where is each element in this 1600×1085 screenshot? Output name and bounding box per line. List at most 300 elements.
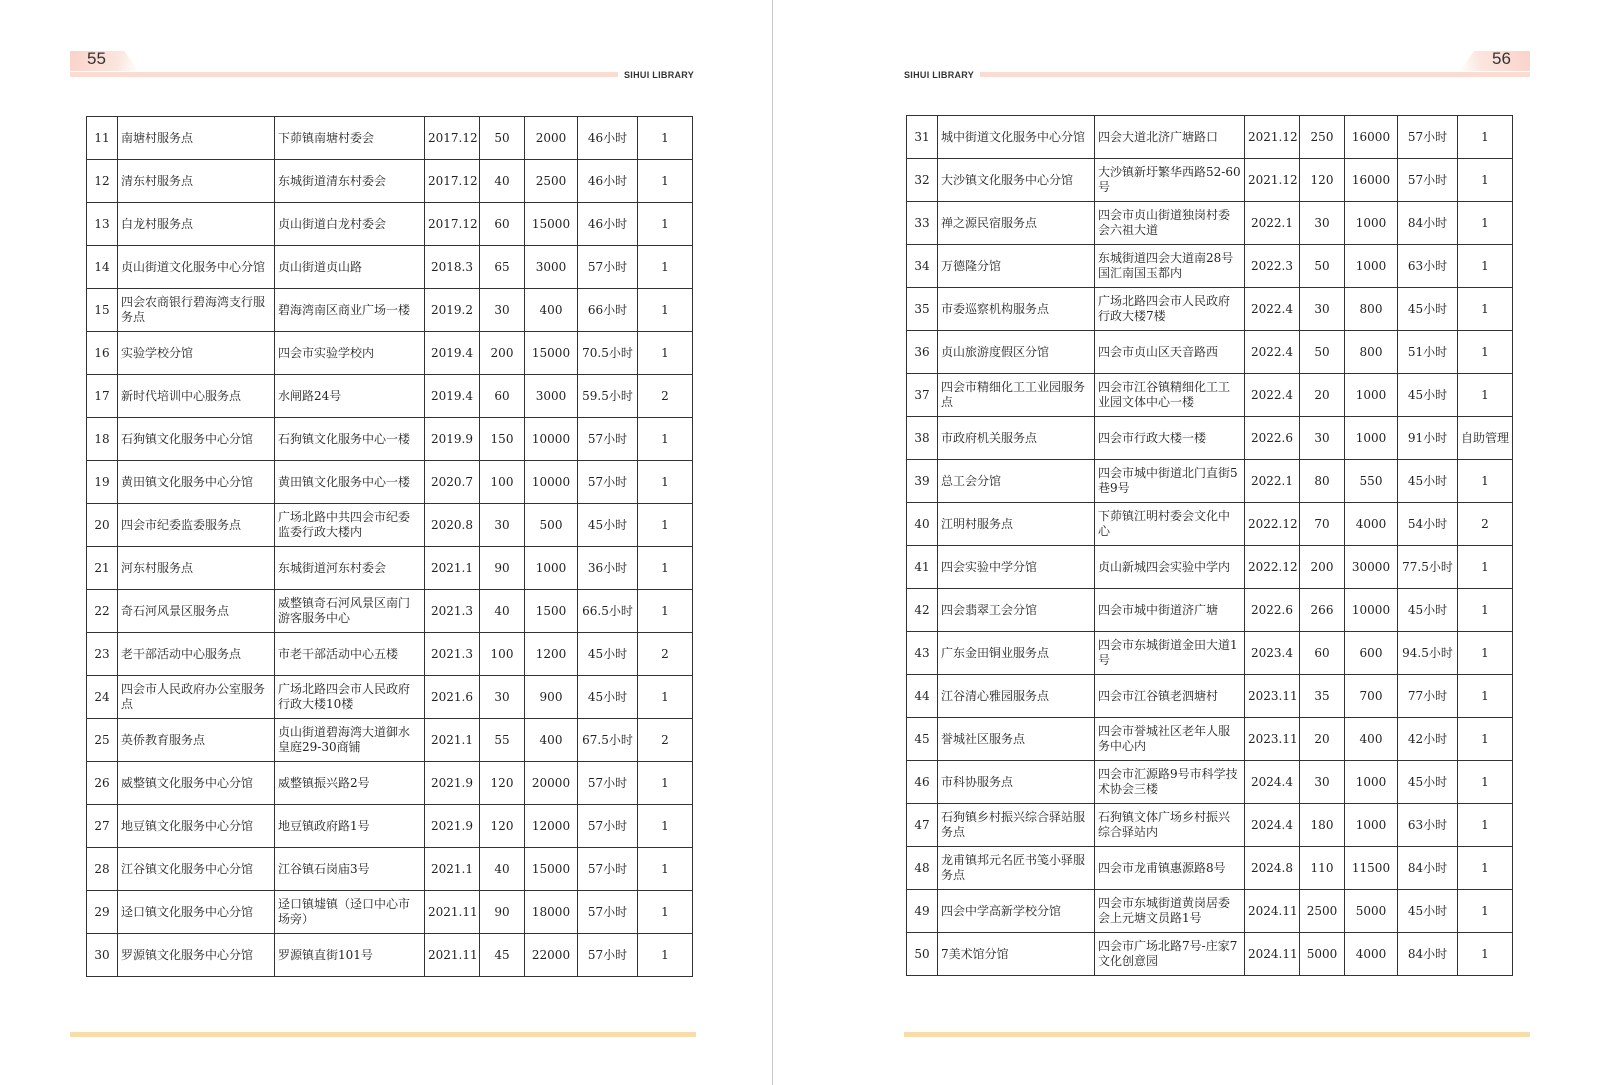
branch-name: 南塘村服务点 xyxy=(118,117,275,160)
row-number: 18 xyxy=(87,418,118,461)
branch-name: 实验学校分馆 xyxy=(118,332,275,375)
weekly-hours: 54小时 xyxy=(1398,503,1458,546)
weekly-hours: 45小时 xyxy=(578,676,638,719)
row-number: 44 xyxy=(907,675,938,718)
staff-count: 1 xyxy=(1458,460,1513,503)
branch-name: 四会市人民政府办公室服务点 xyxy=(118,676,275,719)
weekly-hours: 46小时 xyxy=(578,160,638,203)
branch-address: 广场北路四会市人民政府行政大楼7楼 xyxy=(1095,288,1245,331)
opening-date: 2022.4 xyxy=(1245,374,1300,417)
book-gutter xyxy=(772,0,826,1085)
row-number: 35 xyxy=(907,288,938,331)
book-count: 1000 xyxy=(1345,245,1398,288)
area-value: 20 xyxy=(1300,374,1345,417)
staff-count: 1 xyxy=(638,203,693,246)
table-row xyxy=(87,504,693,547)
area-value: 30 xyxy=(480,676,525,719)
area-value: 30 xyxy=(1300,417,1345,460)
row-number: 14 xyxy=(87,246,118,289)
staff-count: 1 xyxy=(1458,245,1513,288)
area-value: 50 xyxy=(1300,245,1345,288)
staff-count: 1 xyxy=(638,504,693,547)
row-number: 30 xyxy=(87,934,118,977)
weekly-hours: 57小时 xyxy=(578,461,638,504)
weekly-hours: 42小时 xyxy=(1398,718,1458,761)
branch-address: 威整镇振兴路2号 xyxy=(275,762,425,805)
staff-count: 1 xyxy=(638,891,693,934)
area-value: 80 xyxy=(1300,460,1345,503)
opening-date: 2021.1 xyxy=(425,848,480,891)
staff-count: 1 xyxy=(1458,632,1513,675)
branch-name: 万德隆分馆 xyxy=(938,245,1095,288)
staff-count: 1 xyxy=(1458,589,1513,632)
opening-date: 2024.11 xyxy=(1245,890,1300,933)
row-number: 49 xyxy=(907,890,938,933)
table-row xyxy=(87,461,693,504)
row-number: 16 xyxy=(87,332,118,375)
table-row xyxy=(87,117,693,160)
table-row xyxy=(907,933,1513,976)
branch-name: 石狗镇乡村振兴综合驿站服务点 xyxy=(938,804,1095,847)
table-row xyxy=(87,547,693,590)
row-number: 47 xyxy=(907,804,938,847)
footer-rule xyxy=(904,1032,1530,1037)
area-value: 60 xyxy=(480,375,525,418)
book-count: 15000 xyxy=(525,203,578,246)
opening-date: 2020.8 xyxy=(425,504,480,547)
weekly-hours: 91小时 xyxy=(1398,417,1458,460)
row-number: 23 xyxy=(87,633,118,676)
staff-count: 1 xyxy=(1458,847,1513,890)
book-count: 4000 xyxy=(1345,503,1398,546)
weekly-hours: 77小时 xyxy=(1398,675,1458,718)
branch-address: 四会市龙甫镇惠源路8号 xyxy=(1095,847,1245,890)
branch-address: 东城街道清东村委会 xyxy=(275,160,425,203)
weekly-hours: 57小时 xyxy=(1398,159,1458,202)
staff-count: 1 xyxy=(638,762,693,805)
book-count: 1000 xyxy=(525,547,578,590)
branch-address: 四会市东城街道金田大道1号 xyxy=(1095,632,1245,675)
branch-name: 清东村服务点 xyxy=(118,160,275,203)
weekly-hours: 57小时 xyxy=(578,934,638,977)
branch-address: 四会市贞山街道独岗村委会六祖大道 xyxy=(1095,202,1245,245)
table-row xyxy=(87,676,693,719)
weekly-hours: 84小时 xyxy=(1398,933,1458,976)
weekly-hours: 66.5小时 xyxy=(578,590,638,633)
row-number: 12 xyxy=(87,160,118,203)
book-count: 3000 xyxy=(525,375,578,418)
branch-address: 水闸路24号 xyxy=(275,375,425,418)
branch-name: 贞山旅游度假区分馆 xyxy=(938,331,1095,374)
branch-address: 东城街道四会大道南28号国汇南国玉都内 xyxy=(1095,245,1245,288)
weekly-hours: 45小时 xyxy=(578,504,638,547)
book-count: 30000 xyxy=(1345,546,1398,589)
weekly-hours: 57小时 xyxy=(578,762,638,805)
staff-count: 1 xyxy=(638,676,693,719)
row-number: 36 xyxy=(907,331,938,374)
staff-count: 1 xyxy=(638,461,693,504)
weekly-hours: 67.5小时 xyxy=(578,719,638,762)
opening-date: 2023.11 xyxy=(1245,675,1300,718)
branch-address: 东城街道河东村委会 xyxy=(275,547,425,590)
weekly-hours: 63小时 xyxy=(1398,245,1458,288)
area-value: 120 xyxy=(480,805,525,848)
table-row xyxy=(87,805,693,848)
staff-count: 1 xyxy=(1458,890,1513,933)
staff-count: 2 xyxy=(638,633,693,676)
branch-address: 黄田镇文化服务中心一楼 xyxy=(275,461,425,504)
staff-count: 1 xyxy=(638,934,693,977)
staff-count: 2 xyxy=(638,719,693,762)
weekly-hours: 94.5小时 xyxy=(1398,632,1458,675)
row-number: 37 xyxy=(907,374,938,417)
weekly-hours: 57小时 xyxy=(1398,116,1458,159)
area-value: 266 xyxy=(1300,589,1345,632)
area-value: 45 xyxy=(480,934,525,977)
opening-date: 2022.6 xyxy=(1245,589,1300,632)
area-value: 30 xyxy=(1300,202,1345,245)
table-row xyxy=(907,116,1513,159)
book-count: 18000 xyxy=(525,891,578,934)
branch-address: 碧海湾南区商业广场一楼 xyxy=(275,289,425,332)
opening-date: 2017.12 xyxy=(425,117,480,160)
book-count: 10000 xyxy=(525,461,578,504)
row-number: 29 xyxy=(87,891,118,934)
branch-name: 广东金田铜业服务点 xyxy=(938,632,1095,675)
row-number: 41 xyxy=(907,546,938,589)
branch-address: 四会市城中街道北门直街5巷9号 xyxy=(1095,460,1245,503)
book-count: 11500 xyxy=(1345,847,1398,890)
table-row xyxy=(87,246,693,289)
row-number: 33 xyxy=(907,202,938,245)
area-value: 200 xyxy=(1300,546,1345,589)
branch-table-right xyxy=(906,115,1513,976)
row-number: 31 xyxy=(907,116,938,159)
weekly-hours: 59.5小时 xyxy=(578,375,638,418)
branch-name: 市科协服务点 xyxy=(938,761,1095,804)
book-count: 12000 xyxy=(525,805,578,848)
opening-date: 2019.9 xyxy=(425,418,480,461)
book-count: 3000 xyxy=(525,246,578,289)
weekly-hours: 45小时 xyxy=(1398,761,1458,804)
weekly-hours: 77.5小时 xyxy=(1398,546,1458,589)
opening-date: 2021.11 xyxy=(425,891,480,934)
branch-name: 四会市纪委监委服务点 xyxy=(118,504,275,547)
opening-date: 2022.4 xyxy=(1245,288,1300,331)
opening-date: 2023.11 xyxy=(1245,718,1300,761)
table-row xyxy=(907,890,1513,933)
weekly-hours: 66小时 xyxy=(578,289,638,332)
area-value: 60 xyxy=(480,203,525,246)
book-count: 700 xyxy=(1345,675,1398,718)
book-count: 800 xyxy=(1345,288,1398,331)
area-value: 2500 xyxy=(1300,890,1345,933)
right-page xyxy=(826,0,1600,1085)
staff-count: 1 xyxy=(638,160,693,203)
branch-name: 总工会分馆 xyxy=(938,460,1095,503)
table-row xyxy=(907,460,1513,503)
book-count: 1000 xyxy=(1345,202,1398,245)
branch-address: 迳口镇墟镇（迳口中心市场旁） xyxy=(275,891,425,934)
table-row xyxy=(907,804,1513,847)
opening-date: 2021.1 xyxy=(425,719,480,762)
branch-address: 四会市贞山区天音路西 xyxy=(1095,331,1245,374)
staff-count: 1 xyxy=(1458,116,1513,159)
branch-name: 威整镇文化服务中心分馆 xyxy=(118,762,275,805)
branch-address: 广场北路中共四会市纪委监委行政大楼内 xyxy=(275,504,425,547)
staff-count: 1 xyxy=(1458,202,1513,245)
opening-date: 2021.3 xyxy=(425,633,480,676)
branch-name: 城中街道文化服务中心分馆 xyxy=(938,116,1095,159)
opening-date: 2024.11 xyxy=(1245,933,1300,976)
branch-address: 罗源镇直街101号 xyxy=(275,934,425,977)
branch-name: 市政府机关服务点 xyxy=(938,417,1095,460)
branch-address: 四会市江谷镇老泗塘村 xyxy=(1095,675,1245,718)
branch-name: 石狗镇文化服务中心分馆 xyxy=(118,418,275,461)
opening-date: 2022.12 xyxy=(1245,546,1300,589)
weekly-hours: 46小时 xyxy=(578,203,638,246)
table-row xyxy=(907,546,1513,589)
table-row xyxy=(87,160,693,203)
branch-address: 四会市行政大楼一楼 xyxy=(1095,417,1245,460)
opening-date: 2022.12 xyxy=(1245,503,1300,546)
row-number: 50 xyxy=(907,933,938,976)
staff-count: 1 xyxy=(1458,718,1513,761)
weekly-hours: 45小时 xyxy=(1398,589,1458,632)
weekly-hours: 46小时 xyxy=(578,117,638,160)
book-count: 1000 xyxy=(1345,417,1398,460)
row-number: 24 xyxy=(87,676,118,719)
staff-count: 1 xyxy=(638,289,693,332)
book-count: 400 xyxy=(525,289,578,332)
branch-address: 四会市广场北路7号-庄家7文化创意园 xyxy=(1095,933,1245,976)
weekly-hours: 57小时 xyxy=(578,891,638,934)
branch-name: 江谷镇文化服务中心分馆 xyxy=(118,848,275,891)
area-value: 60 xyxy=(1300,632,1345,675)
staff-count: 1 xyxy=(1458,374,1513,417)
staff-count: 1 xyxy=(1458,159,1513,202)
opening-date: 2020.7 xyxy=(425,461,480,504)
branch-name: 老干部活动中心服务点 xyxy=(118,633,275,676)
staff-count: 1 xyxy=(638,418,693,461)
table-row xyxy=(87,762,693,805)
branch-name: 四会农商银行碧海湾支行服务点 xyxy=(118,289,275,332)
row-number: 34 xyxy=(907,245,938,288)
area-value: 200 xyxy=(480,332,525,375)
book-count: 800 xyxy=(1345,331,1398,374)
area-value: 90 xyxy=(480,547,525,590)
branch-name: 新时代培训中心服务点 xyxy=(118,375,275,418)
branch-address: 地豆镇政府路1号 xyxy=(275,805,425,848)
branch-name: 誉城社区服务点 xyxy=(938,718,1095,761)
row-number: 38 xyxy=(907,417,938,460)
branch-name: 四会翡翠工会分馆 xyxy=(938,589,1095,632)
page-number: 56 xyxy=(1492,49,1511,68)
opening-date: 2019.4 xyxy=(425,332,480,375)
table-row xyxy=(87,719,693,762)
area-value: 65 xyxy=(480,246,525,289)
staff-count: 1 xyxy=(638,246,693,289)
branch-address: 贞山新城四会实验中学内 xyxy=(1095,546,1245,589)
branch-address: 贞山街道贞山路 xyxy=(275,246,425,289)
book-count: 16000 xyxy=(1345,116,1398,159)
staff-count: 1 xyxy=(638,848,693,891)
opening-date: 2022.4 xyxy=(1245,331,1300,374)
book-count: 1500 xyxy=(525,590,578,633)
area-value: 40 xyxy=(480,590,525,633)
table-row xyxy=(87,289,693,332)
staff-count: 1 xyxy=(638,117,693,160)
branch-name: 市委巡察机构服务点 xyxy=(938,288,1095,331)
book-count: 15000 xyxy=(525,848,578,891)
branch-name: 四会市精细化工工业园服务点 xyxy=(938,374,1095,417)
weekly-hours: 84小时 xyxy=(1398,202,1458,245)
opening-date: 2021.6 xyxy=(425,676,480,719)
left-page xyxy=(0,0,772,1085)
table-row xyxy=(87,891,693,934)
opening-date: 2021.11 xyxy=(425,934,480,977)
weekly-hours: 36小时 xyxy=(578,547,638,590)
staff-count: 1 xyxy=(1458,675,1513,718)
row-number: 39 xyxy=(907,460,938,503)
opening-date: 2021.3 xyxy=(425,590,480,633)
opening-date: 2018.3 xyxy=(425,246,480,289)
weekly-hours: 57小时 xyxy=(578,246,638,289)
area-value: 55 xyxy=(480,719,525,762)
area-value: 250 xyxy=(1300,116,1345,159)
book-count: 22000 xyxy=(525,934,578,977)
book-count: 20000 xyxy=(525,762,578,805)
staff-count: 2 xyxy=(1458,503,1513,546)
table-row xyxy=(907,675,1513,718)
area-value: 120 xyxy=(1300,159,1345,202)
weekly-hours: 51小时 xyxy=(1398,331,1458,374)
opening-date: 2017.12 xyxy=(425,160,480,203)
opening-date: 2024.4 xyxy=(1245,761,1300,804)
row-number: 20 xyxy=(87,504,118,547)
branch-name: 英侨教育服务点 xyxy=(118,719,275,762)
row-number: 28 xyxy=(87,848,118,891)
staff-count: 2 xyxy=(638,375,693,418)
opening-date: 2024.8 xyxy=(1245,847,1300,890)
opening-date: 2021.1 xyxy=(425,547,480,590)
area-value: 120 xyxy=(480,762,525,805)
opening-date: 2021.9 xyxy=(425,805,480,848)
branch-address: 贞山街道白龙村委会 xyxy=(275,203,425,246)
opening-date: 2024.4 xyxy=(1245,804,1300,847)
row-number: 21 xyxy=(87,547,118,590)
book-count: 1000 xyxy=(1345,374,1398,417)
row-number: 46 xyxy=(907,761,938,804)
branch-address: 四会大道北济广塘路口 xyxy=(1095,116,1245,159)
row-number: 40 xyxy=(907,503,938,546)
branch-address: 下茆镇南塘村委会 xyxy=(275,117,425,160)
table-row xyxy=(907,847,1513,890)
opening-date: 2022.6 xyxy=(1245,417,1300,460)
area-value: 5000 xyxy=(1300,933,1345,976)
branch-address: 四会市江谷镇精细化工工业园文体中心一楼 xyxy=(1095,374,1245,417)
table-row xyxy=(87,848,693,891)
row-number: 43 xyxy=(907,632,938,675)
table-row xyxy=(87,375,693,418)
table-row xyxy=(87,418,693,461)
branch-address: 广场北路四会市人民政府行政大楼10楼 xyxy=(275,676,425,719)
table-row xyxy=(907,288,1513,331)
branch-name: 四会中学高新学校分馆 xyxy=(938,890,1095,933)
row-number: 48 xyxy=(907,847,938,890)
opening-date: 2021.9 xyxy=(425,762,480,805)
opening-date: 2022.1 xyxy=(1245,202,1300,245)
row-number: 32 xyxy=(907,159,938,202)
row-number: 27 xyxy=(87,805,118,848)
book-count: 5000 xyxy=(1345,890,1398,933)
header-rule xyxy=(980,72,1530,77)
book-count: 900 xyxy=(525,676,578,719)
branch-address: 大沙镇新圩繁华西路52-60号 xyxy=(1095,159,1245,202)
book-count: 10000 xyxy=(1345,589,1398,632)
row-number: 45 xyxy=(907,718,938,761)
branch-name: 贞山街道文化服务中心分馆 xyxy=(118,246,275,289)
weekly-hours: 57小时 xyxy=(578,418,638,461)
footer-rule xyxy=(70,1032,696,1037)
weekly-hours: 84小时 xyxy=(1398,847,1458,890)
area-value: 30 xyxy=(1300,288,1345,331)
branch-name: 江谷清心雅园服务点 xyxy=(938,675,1095,718)
table-row xyxy=(907,245,1513,288)
staff-count: 1 xyxy=(1458,933,1513,976)
running-head: SIHUI LIBRARY xyxy=(624,70,695,80)
branch-address: 贞山街道碧海湾大道御水皇庭29-30商铺 xyxy=(275,719,425,762)
branch-table-left xyxy=(86,116,693,977)
area-value: 50 xyxy=(480,117,525,160)
opening-date: 2021.12 xyxy=(1245,116,1300,159)
book-count: 1000 xyxy=(1345,804,1398,847)
branch-address: 四会市汇源路9号市科学技术协会三楼 xyxy=(1095,761,1245,804)
weekly-hours: 45小时 xyxy=(1398,288,1458,331)
branch-address: 四会市东城街道黄岗居委会上元塘文员路1号 xyxy=(1095,890,1245,933)
table-row xyxy=(907,589,1513,632)
book-count: 500 xyxy=(525,504,578,547)
row-number: 42 xyxy=(907,589,938,632)
book-count: 600 xyxy=(1345,632,1398,675)
branch-name: 大沙镇文化服务中心分馆 xyxy=(938,159,1095,202)
branch-address: 石狗镇文化服务中心一楼 xyxy=(275,418,425,461)
branch-address: 四会市誉城社区老年人服务中心内 xyxy=(1095,718,1245,761)
area-value: 20 xyxy=(1300,718,1345,761)
area-value: 90 xyxy=(480,891,525,934)
branch-name: 7美术馆分馆 xyxy=(938,933,1095,976)
book-count: 1200 xyxy=(525,633,578,676)
opening-date: 2023.4 xyxy=(1245,632,1300,675)
staff-count: 1 xyxy=(638,547,693,590)
area-value: 50 xyxy=(1300,331,1345,374)
staff-count: 1 xyxy=(1458,331,1513,374)
table-row xyxy=(907,632,1513,675)
table-row xyxy=(907,202,1513,245)
running-head: SIHUI LIBRARY xyxy=(904,70,975,80)
branch-address: 四会市实验学校内 xyxy=(275,332,425,375)
table-row xyxy=(907,417,1513,460)
staff-count: 1 xyxy=(638,332,693,375)
weekly-hours: 57小时 xyxy=(578,848,638,891)
weekly-hours: 45小时 xyxy=(578,633,638,676)
branch-name: 地豆镇文化服务中心分馆 xyxy=(118,805,275,848)
weekly-hours: 45小时 xyxy=(1398,460,1458,503)
book-count: 400 xyxy=(1345,718,1398,761)
table-row xyxy=(907,159,1513,202)
book-count: 16000 xyxy=(1345,159,1398,202)
branch-address: 市老干部活动中心五楼 xyxy=(275,633,425,676)
